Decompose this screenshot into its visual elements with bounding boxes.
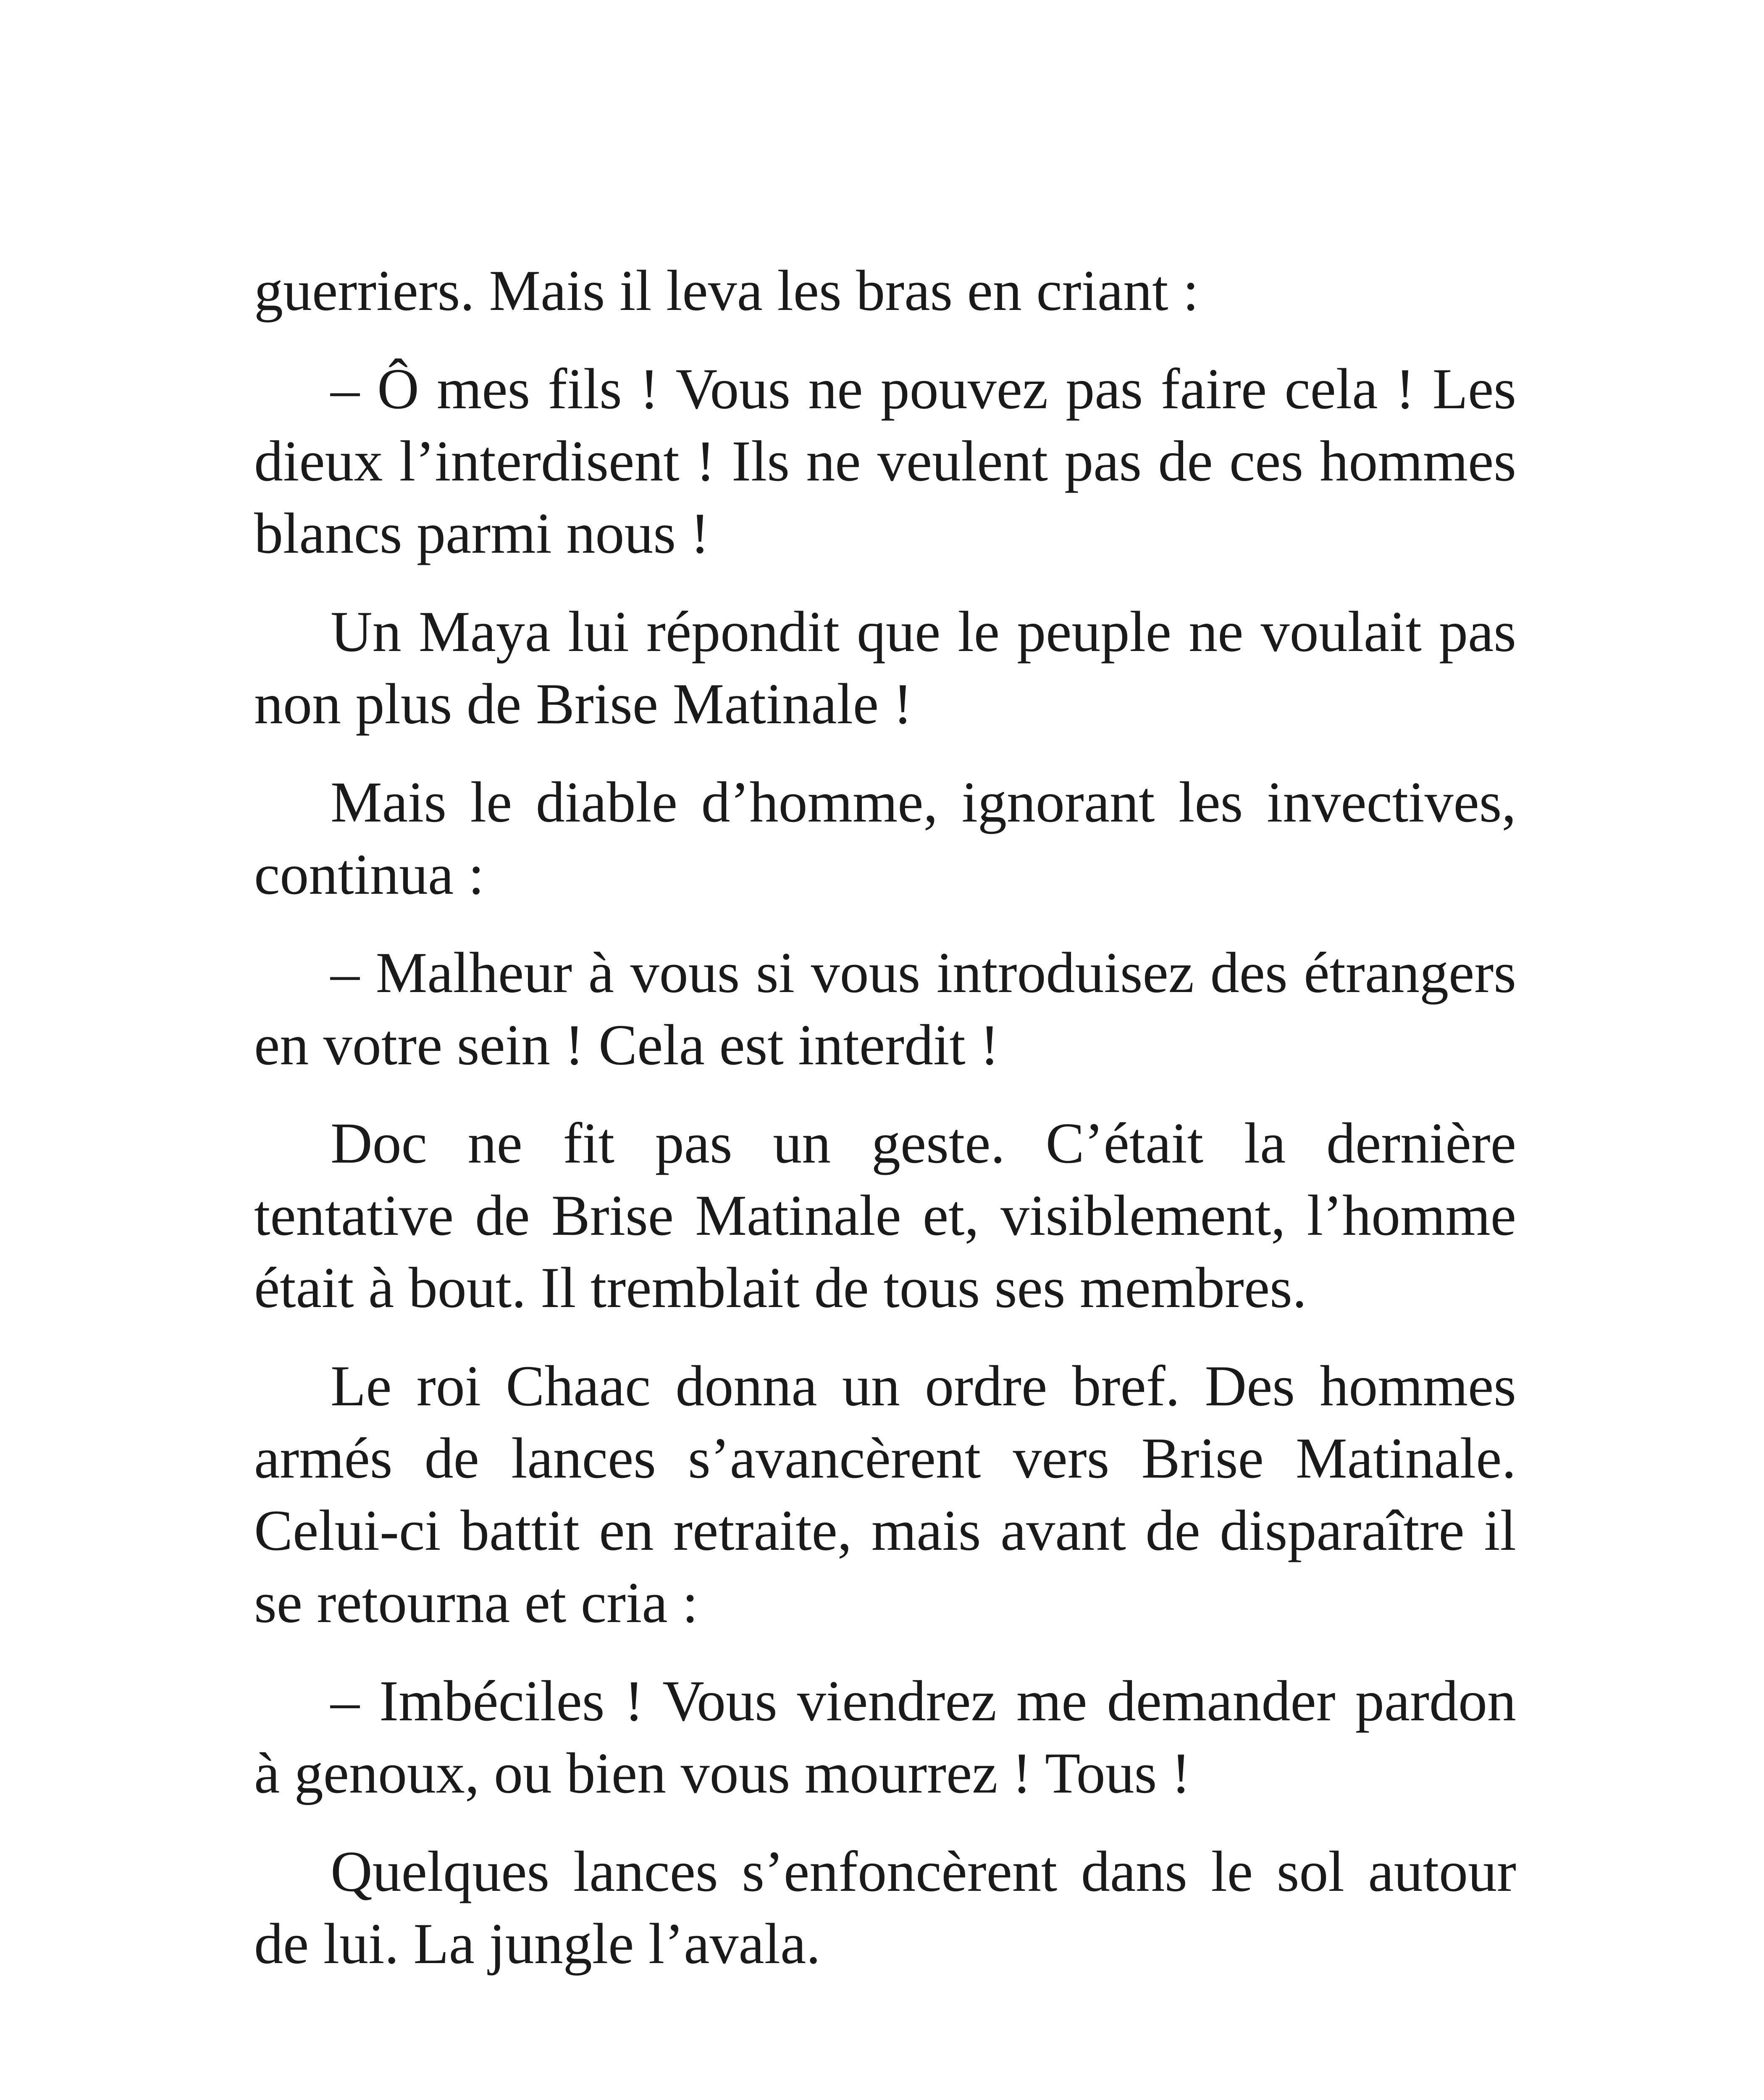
paragraph-2: – Ô mes fils ! Vous ne pouvez pas faire cela ! Les dieux l’interdisent ! Ils ne veulent pas de ces hommes blancs parmi nous ! bbox=[254, 357, 1516, 565]
paragraph-7: Le roi Chaac donna un ordre bref. Des hommes armés de lances s’avancèrent vers Brise Matinale. Celui-ci battit en retraite, mais avant de disparaître il se retourna et cria : bbox=[254, 1354, 1516, 1635]
paragraph-8: – Imbéciles ! Vous viendrez me demander pardon à genoux, ou bien vous mourrez ! Tous ! bbox=[254, 1669, 1516, 1805]
paragraph-4: Mais le diable d’homme, ignorant les invectives, continua : bbox=[254, 770, 1516, 906]
page-body bbox=[254, 255, 1516, 2006]
paragraph-3: Un Maya lui répondit que le peuple ne voulait pas non plus de Brise Matinale ! bbox=[254, 599, 1516, 736]
paragraph-9: Quelques lances s’enfoncèrent dans le sol autour de lui. La jungle l’avala. bbox=[254, 1839, 1516, 1976]
paragraph-6: Doc ne fit pas un geste. C’était la dernière tentative de Brise Matinale et, visiblement, l’homme était à bout. Il tremblait de tous ses membres. bbox=[254, 1111, 1516, 1320]
paragraph-5: – Malheur à vous si vous introduisez des étrangers en votre sein ! Cela est interdit ! bbox=[254, 940, 1516, 1077]
paragraph-1: guerriers. Mais il leva les bras en criant : bbox=[254, 258, 1199, 323]
